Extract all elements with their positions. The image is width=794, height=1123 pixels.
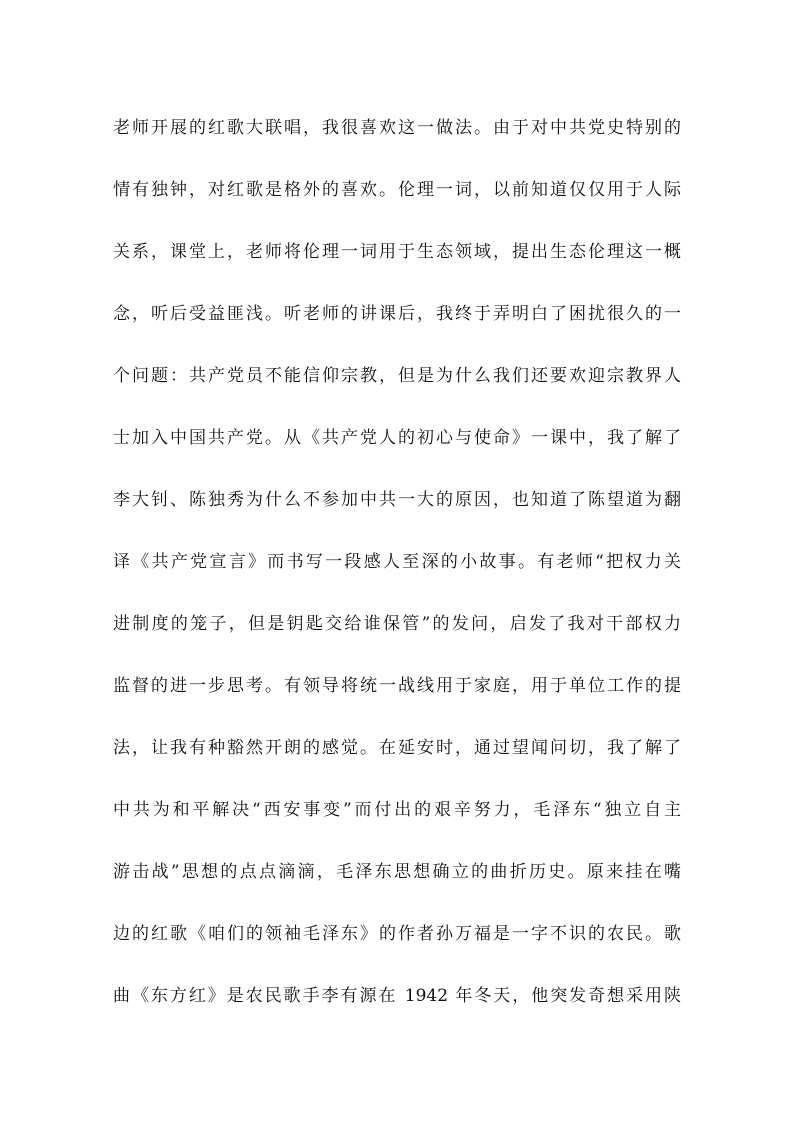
text-line: 李大钊、陈独秀为什么不参加中共一大的原因，也知道了陈望道为翻: [113, 490, 681, 510]
text-line: 老师开展的红歌大联唱，我很喜欢这一做法。由于对中共党史特别的: [113, 118, 681, 138]
text-line: 译《共产党宣言》而书写一段感人至深的小故事。有老师“把权力关: [113, 552, 681, 572]
text-line: 士加入中国共产党。从《共产党人的初心与使命》一课中，我了解了: [113, 428, 681, 448]
text-line: 曲《东方红》是农民歌手李有源在 1942 年冬天，他突发奇想采用陕: [113, 986, 681, 1006]
text-line: 情有独钟，对红歌是格外的喜欢。伦理一词，以前知道仅仅用于人际: [113, 180, 681, 200]
text-line: 进制度的笼子，但是钥匙交给谁保管”的发问，启发了我对干部权力: [113, 614, 681, 634]
text-line: 个问题：共产党员不能信仰宗教，但是为什么我们还要欢迎宗教界人: [113, 366, 681, 386]
text-line: 边的红歌《咱们的领袖毛泽东》的作者孙万福是一字不识的农民。歌: [113, 924, 681, 944]
text-line: 关系，课堂上，老师将伦理一词用于生态领域，提出生态伦理这一概: [113, 242, 681, 262]
text-line: 游击战”思想的点点滴滴，毛泽东思想确立的曲折历史。原来挂在嘴: [113, 862, 681, 882]
body-text: [113, 110, 681, 1040]
text-line: 念，听后受益匪浅。听老师的讲课后，我终于弄明白了困扰很久的一: [113, 304, 681, 324]
text-line: 中共为和平解决“西安事变”而付出的艰辛努力，毛泽东“独立自主: [113, 800, 681, 820]
text-line: 监督的进一步思考。有领导将统一战线用于家庭，用于单位工作的提: [113, 676, 681, 696]
text-line: 法，让我有种豁然开朗的感觉。在延安时，通过望闻问切，我了解了: [113, 738, 681, 758]
